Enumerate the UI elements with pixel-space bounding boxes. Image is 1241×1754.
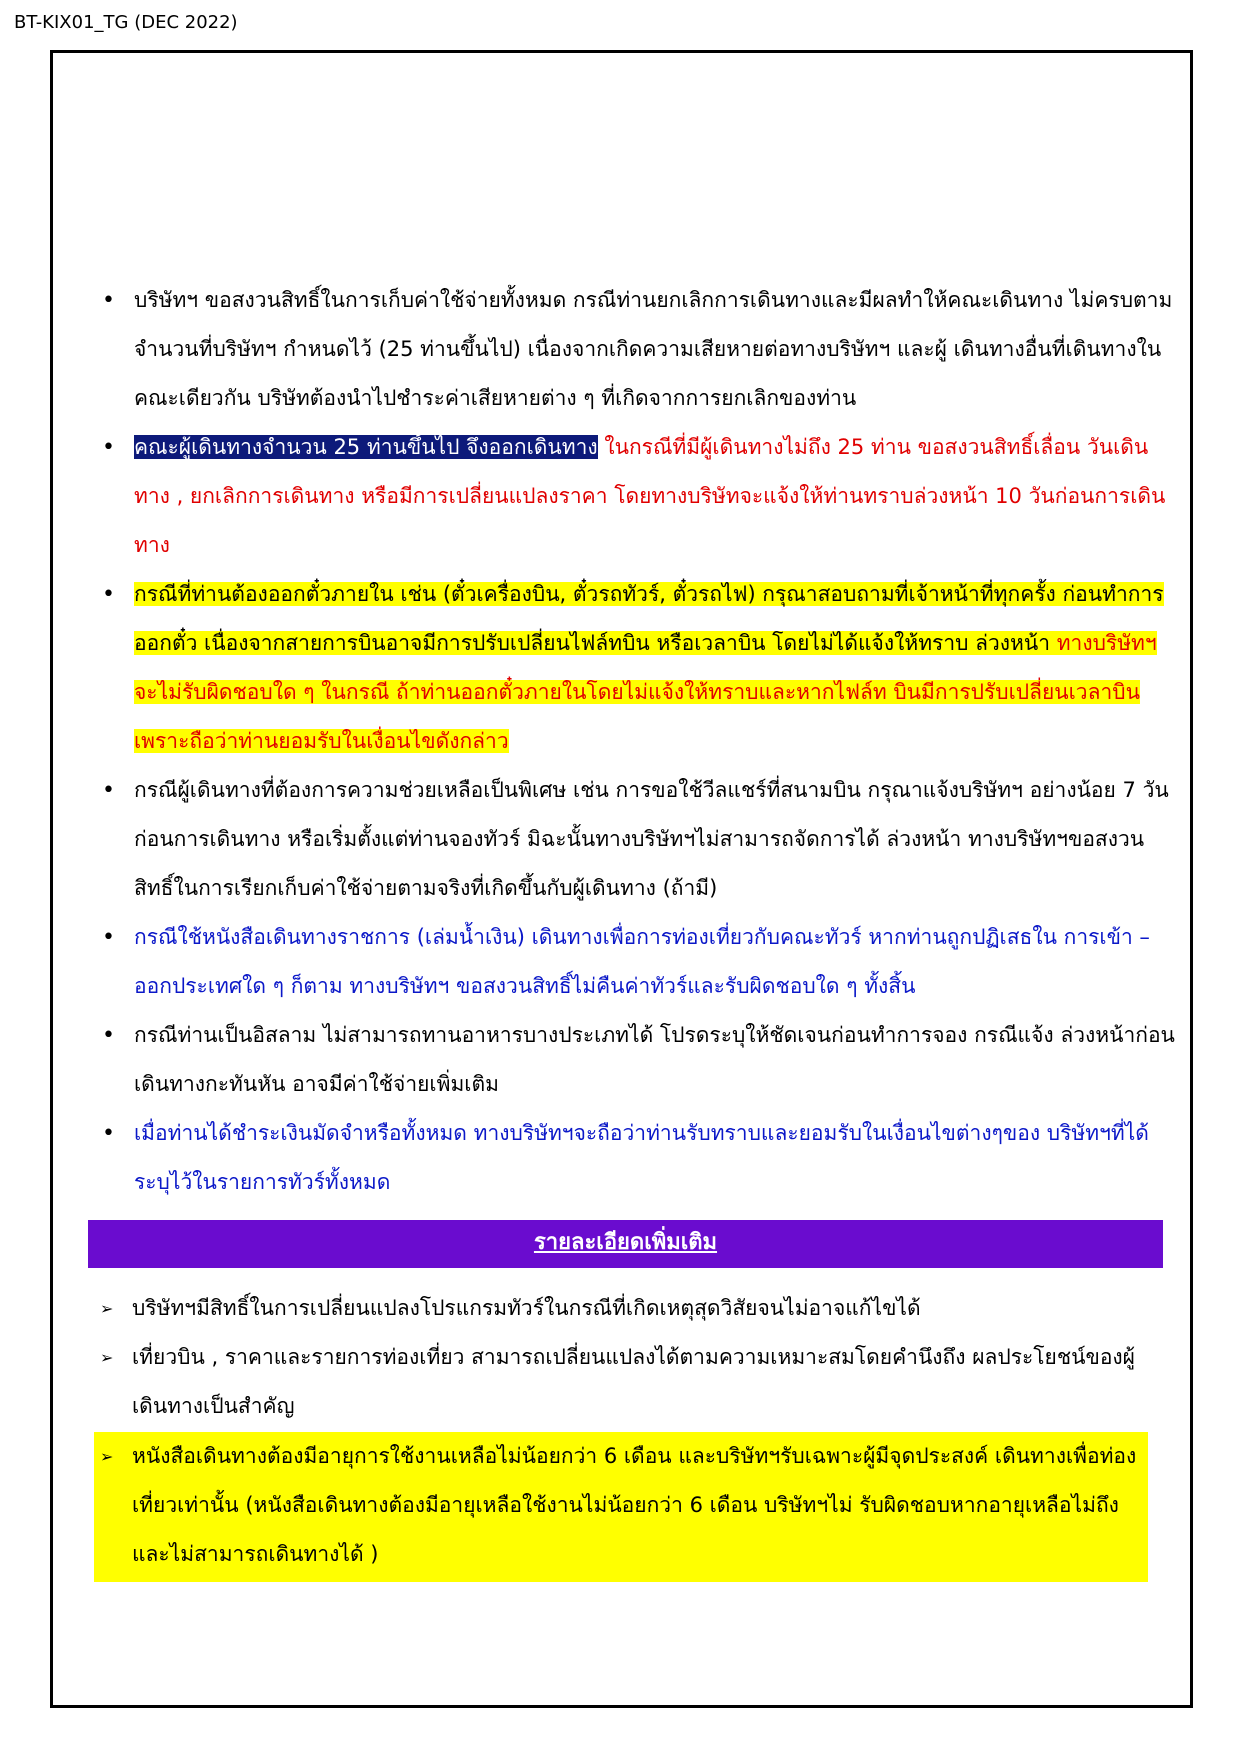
bullet-icon: • <box>102 435 115 460</box>
bullet-icon: • <box>102 582 115 607</box>
condition-text-red: ในกรณีที่มีผู้เดินทางไม่ถึง 25 ท่าน ขอสงวนสิทธิ์เลื่อน วันเดินทาง , ยกเลิกการเดินทาง หรือมีการเปลี่ยนแปลงราคา โดยทางบริษัทจะแจ้งให้ท่านทราบล่วงหน้า 10 วันก่อนการเดินทาง <box>134 435 1166 557</box>
condition-item <box>82 766 1182 913</box>
bullet-icon: • <box>102 1023 115 1048</box>
more-details-header <box>88 1220 1163 1268</box>
arrow-bullet-icon: ➢ <box>100 1348 114 1367</box>
passport-note-text: หนังสือเดินทางต้องมีอายุการใช้งานเหลือไม่น้อยกว่า 6 เดือน และบริษัทฯรับเฉพาะผู้มีจุดประสงค์ เดินทางเพื่อท่องเที่ยวเท่านั้น (หนังสือเดินทางต้องมีอายุเหลือใช้งานไม่น้อยกว่า 6 เดือน บริษัทฯไม่ รับผิดชอบหากอายุเหลือไม่ถึงและไม่สามารถเดินทางได้ ) <box>132 1444 1137 1566</box>
more-details-title: รายละเอียดเพิ่มเติม <box>533 1230 718 1255</box>
arrow-bullet-icon: ➢ <box>100 1299 114 1318</box>
condition-text-blue: กรณีใช้หนังสือเดินทางราชการ (เล่มน้ำเงิน) เดินทางเพื่อการท่องเที่ยวกับคณะทัวร์ หากท่านถูกปฏิเสธใน การเข้า – ออกประเทศใด ๆ ก็ตาม ทางบริษัทฯ ขอสงวนสิทธิ์ไม่คืนค่าทัวร์และรับผิดชอบใด ๆ ทั้งสิ้น <box>134 925 1150 998</box>
condition-text: กรณีผู้เดินทางที่ต้องการความช่วยเหลือเป็นพิเศษ เช่น การขอใช้วีลแชร์ที่สนามบิน กรุณาแจ้งบริษัทฯ อย่างน้อย 7 วันก่อนการเดินทาง หรือเริ่มตั้งแต่ท่านจองทัวร์ มิฉะนั้นทางบริษัทฯไม่สามารถจัดการได้ ล่วงหน้า ทางบริษัทฯขอสงวนสิทธิ์ในการเรียกเก็บค่าใช้จ่ายตามจริงที่เกิดขึ้นกับผู้เดินทาง (ถ้ามี) <box>134 778 1169 900</box>
condition-text-blue: เมื่อท่านได้ชำระเงินมัดจำหรือทั้งหมด ทางบริษัทฯจะถือว่าท่านรับทราบและยอมรับในเงื่อนไขต่างๆของ บริษัทฯที่ได้ระบุไว้ในรายการทัวร์ทั้งหมด <box>134 1121 1149 1194</box>
arrow-bullet-icon: ➢ <box>100 1447 114 1466</box>
detail-item <box>88 1333 1163 1431</box>
document-code: BT-KIX01_TG (DEC 2022) <box>14 12 238 33</box>
bullet-icon: • <box>102 778 115 803</box>
min-group-highlight: คณะผู้เดินทางจำนวน 25 ท่านขึ้นไป จึงออกเดินทาง <box>134 435 598 459</box>
conditions-list <box>82 276 1182 1207</box>
condition-item <box>82 913 1182 1011</box>
domestic-ticket-highlight: กรณีที่ท่านต้องออกตั๋วภายใน เช่น (ตั๋วเครื่องบิน, ตั๋วรถทัวร์, ตั๋วรถไฟ) กรุณาสอบถามที่เจ้าหน้าที่ทุกครั้ง ก่อนทำการออกตั๋ว เนื่องจากสายการบินอาจมีการปรับเปลี่ยนไฟล์ทบิน หรือเวลาบิน โดยไม่ได้แจ้งให้ทราบ ล่วงหน้า <box>134 582 1164 655</box>
bullet-icon: • <box>102 925 115 950</box>
detail-text: เที่ยวบิน , ราคาและรายการท่องเที่ยว สามารถเปลี่ยนแปลงได้ตามความเหมาะสมโดยคำนึงถึง ผลประโยชน์ของผู้เดินทางเป็นสำคัญ <box>132 1345 1135 1418</box>
condition-text: กรณีท่านเป็นอิสลาม ไม่สามารถทานอาหารบางประเภทได้ โปรดระบุให้ชัดเจนก่อนทำการจอง กรณีแจ้ง ล่วงหน้าก่อนเดินทางกะทันหัน อาจมีค่าใช้จ่ายเพิ่มเติม <box>134 1023 1175 1096</box>
bullet-icon: • <box>102 288 115 313</box>
condition-item <box>82 1011 1182 1109</box>
condition-text: บริษัทฯ ขอสงวนสิทธิ์ในการเก็บค่าใช้จ่ายทั้งหมด กรณีท่านยกเลิกการเดินทางและมีผลทำให้คณะเดินทาง ไม่ครบตามจำนวนที่บริษัทฯ กำหนดไว้ (25 ท่านขึ้นไป) เนื่องจากเกิดความเสียหายต่อทางบริษัทฯ และผู้ เดินทางอื่นที่เดินทางในคณะเดียวกัน บริษัทต้องนำไปชำระค่าเสียหายต่าง ๆ ที่เกิดจากการยกเลิกของท่าน <box>134 288 1173 410</box>
domestic-ticket-warning: ทางบริษัทฯ จะไม่รับผิดชอบใด ๆ ในกรณี ถ้าท่านออกตั๋วภายในโดยไม่แจ้งให้ทราบและหากไฟล์ท บินมีการปรับเปลี่ยนเวลาบินเพราะถือว่าท่านยอมรับในเงื่อนไขดังกล่าว <box>134 631 1157 753</box>
condition-item <box>82 276 1182 423</box>
detail-text: บริษัทฯมีสิทธิ์ในการเปลี่ยนแปลงโปรแกรมทัวร์ในกรณีที่เกิดเหตุสุดวิสัยจนไม่อาจแก้ไขได้ <box>132 1296 921 1320</box>
condition-item <box>82 423 1182 570</box>
more-details-list <box>88 1284 1163 1431</box>
bullet-icon: • <box>102 1121 115 1146</box>
condition-item <box>82 1109 1182 1207</box>
condition-item <box>82 570 1182 766</box>
detail-item <box>88 1284 1163 1333</box>
passport-note-box <box>94 1432 1148 1582</box>
